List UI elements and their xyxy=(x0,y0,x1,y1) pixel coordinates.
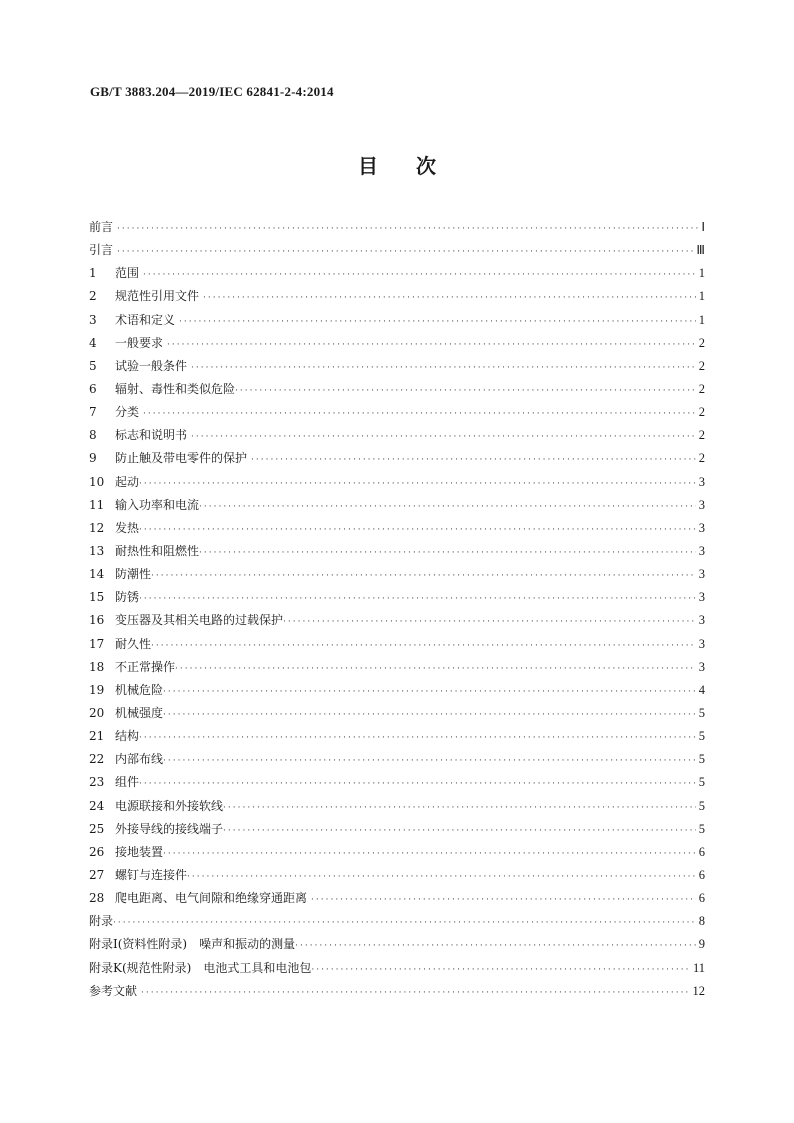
toc-entry-number: 13 xyxy=(89,543,105,558)
toc-entry-number: 4 xyxy=(89,335,97,350)
toc-entry[interactable] xyxy=(89,540,705,563)
dot-leader xyxy=(295,935,696,958)
toc-entry[interactable] xyxy=(89,355,705,378)
toc-entry[interactable] xyxy=(89,725,705,748)
toc-entry-page: 2 xyxy=(698,451,705,466)
toc-entry-label: 耐热性和阻燃性 xyxy=(115,543,200,558)
toc-entry[interactable] xyxy=(89,656,705,679)
toc-entry[interactable] xyxy=(89,378,705,401)
toc-entry[interactable] xyxy=(89,702,705,725)
toc-entry[interactable] xyxy=(89,910,705,933)
toc-entry-page: 2 xyxy=(698,358,705,373)
toc-entry-label: 防潮性 xyxy=(115,567,152,582)
toc-entry[interactable] xyxy=(89,285,705,308)
toc-entry-page: 3 xyxy=(698,567,705,582)
toc-entry-number: 14 xyxy=(89,567,105,582)
toc-entry-number: 9 xyxy=(89,451,97,466)
toc-entry-page: 11 xyxy=(692,960,705,975)
dot-leader xyxy=(151,635,696,658)
toc-entry-page: 2 xyxy=(698,405,705,420)
toc-entry-label: 组件 xyxy=(115,775,140,790)
toc-entry[interactable] xyxy=(89,748,705,771)
toc-entry-number: 6 xyxy=(89,381,97,396)
toc-entry-number: 17 xyxy=(89,636,105,651)
toc-entry-page: Ⅰ xyxy=(701,220,705,234)
dot-leader xyxy=(235,380,696,403)
toc-entry-page: 6 xyxy=(698,867,705,882)
toc-entry-number: 22 xyxy=(89,752,105,767)
dot-leader xyxy=(191,426,696,449)
toc-entry-label: 范围 xyxy=(115,266,140,281)
dot-leader xyxy=(163,681,696,704)
toc-entry[interactable] xyxy=(89,563,705,586)
toc-entry[interactable] xyxy=(89,239,705,262)
toc-entry[interactable] xyxy=(89,609,705,632)
toc-entry-label: 螺钉与连接件 xyxy=(115,867,188,882)
toc-entry-label: 防止触及带电零件的保护 xyxy=(115,451,248,466)
toc-entry[interactable] xyxy=(89,841,705,864)
dot-leader xyxy=(199,542,696,565)
toc-entry[interactable] xyxy=(89,795,705,818)
toc-entry-number: 8 xyxy=(89,428,97,443)
dot-leader xyxy=(311,889,696,912)
dot-leader xyxy=(179,311,696,334)
toc-entry[interactable] xyxy=(89,980,705,1003)
toc-entry[interactable] xyxy=(89,471,705,494)
toc-entry-number: 2 xyxy=(89,289,97,304)
toc-entry-label: 一般要求 xyxy=(115,335,164,350)
toc-entry-number: 10 xyxy=(89,474,105,489)
toc-entry[interactable] xyxy=(89,864,705,887)
toc-entry-label: 输入功率和电流 xyxy=(115,497,200,512)
toc-entry-number: 18 xyxy=(89,659,105,674)
toc-entry-page: 3 xyxy=(698,636,705,651)
dot-leader xyxy=(283,611,696,634)
toc-entry-label: 不正常操作 xyxy=(115,659,176,674)
toc-entry-label: 起动 xyxy=(115,474,140,489)
toc-entry-page: 5 xyxy=(698,705,705,720)
dot-leader xyxy=(151,565,696,588)
toc-entry-number: 25 xyxy=(89,821,105,836)
dot-leader xyxy=(175,658,696,681)
toc-entry-number: 19 xyxy=(89,682,105,697)
toc-entry-page: 3 xyxy=(698,520,705,535)
toc-entry-number: 7 xyxy=(89,405,97,420)
dot-leader xyxy=(139,519,696,542)
toc-entry-label: 试验一般条件 xyxy=(115,358,188,373)
toc-entry-label: 前言 xyxy=(89,220,114,234)
toc-entry-page: 3 xyxy=(698,474,705,489)
toc-entry-page: 1 xyxy=(698,266,705,281)
toc-entry-label: 外接导线的接线端子 xyxy=(115,821,224,836)
toc-entry-label: 变压器及其相关电路的过载保护 xyxy=(115,613,284,628)
toc-entry-label: 分类 xyxy=(115,405,140,420)
toc-entry-label: 爬电距离、电气间隙和绝缘穿通距离 xyxy=(115,891,308,906)
toc-entry-number: 28 xyxy=(89,891,105,906)
toc-entry-page: 3 xyxy=(698,659,705,674)
toc-entry-page: 3 xyxy=(698,543,705,558)
toc-entry-label: 机械强度 xyxy=(115,705,164,720)
dot-leader xyxy=(139,773,696,796)
toc-entry[interactable] xyxy=(89,262,705,285)
toc-entry-number: 20 xyxy=(89,705,105,720)
toc-entry-page: 2 xyxy=(698,335,705,350)
toc-entry-number: 26 xyxy=(89,844,105,859)
toc-entry-page: 8 xyxy=(698,914,705,929)
toc-entry[interactable] xyxy=(89,818,705,841)
toc-entry[interactable] xyxy=(89,633,705,656)
toc-entry-page: 3 xyxy=(698,613,705,628)
toc-entry-label: 辐射、毒性和类似危险 xyxy=(115,381,236,396)
toc-entry-label: 内部布线 xyxy=(115,752,164,767)
toc-entry-label: 电源联接和外接软线 xyxy=(115,798,224,813)
toc-entry[interactable] xyxy=(89,309,705,332)
toc-entry-number: 15 xyxy=(89,590,105,605)
dot-leader xyxy=(203,287,696,310)
toc-entry-page: 12 xyxy=(692,983,705,998)
toc-entry[interactable] xyxy=(89,216,705,239)
dot-leader xyxy=(223,820,696,843)
dot-leader xyxy=(251,449,696,472)
dot-leader xyxy=(117,218,698,241)
toc-entry-label: 附录K(规范性附录) 电池式工具和电池包 xyxy=(89,960,312,975)
toc-entry-page: 4 xyxy=(698,682,705,697)
dot-leader xyxy=(163,843,696,866)
toc-entry-label: 引言 xyxy=(89,243,114,258)
dot-leader xyxy=(223,797,696,820)
dot-leader xyxy=(191,357,696,380)
toc-entry-number: 23 xyxy=(89,775,105,790)
dot-leader xyxy=(199,496,696,519)
dot-leader xyxy=(143,403,696,426)
toc-entry-number: 24 xyxy=(89,798,105,813)
toc-entry-page: 3 xyxy=(698,590,705,605)
toc-entry[interactable] xyxy=(89,494,705,517)
toc-entry-page: 2 xyxy=(698,428,705,443)
toc-entry-number: 16 xyxy=(89,613,105,628)
toc-entry-page: 5 xyxy=(698,729,705,744)
toc-entry[interactable] xyxy=(89,887,705,910)
toc-entry-label: 接地装置 xyxy=(115,844,164,859)
toc-entry-page: 3 xyxy=(698,497,705,512)
toc-entry-label: 防锈 xyxy=(115,590,140,605)
toc-entry[interactable] xyxy=(89,517,705,540)
toc-entry-label: 耐久性 xyxy=(115,636,152,651)
toc-entry[interactable] xyxy=(89,771,705,794)
dot-leader xyxy=(311,959,690,982)
page-title: 目次 xyxy=(358,154,474,178)
dot-leader xyxy=(163,704,696,727)
toc-entry-page: 6 xyxy=(698,891,705,906)
toc-entry[interactable] xyxy=(89,586,705,609)
dot-leader xyxy=(143,264,696,287)
toc-entry[interactable] xyxy=(89,401,705,424)
toc-entry-page: 5 xyxy=(698,798,705,813)
toc-entry-label: 标志和说明书 xyxy=(115,428,188,443)
toc-entry-page: 2 xyxy=(698,381,705,396)
toc-entry-page: 1 xyxy=(698,312,705,327)
toc-entry-page: 5 xyxy=(698,821,705,836)
toc-entry-page: 6 xyxy=(698,844,705,859)
dot-leader xyxy=(187,866,696,889)
toc-entry[interactable] xyxy=(89,957,705,980)
toc-entry-label: 规范性引用文件 xyxy=(115,289,200,304)
dot-leader xyxy=(139,727,696,750)
toc-entry[interactable] xyxy=(89,332,705,355)
dot-leader xyxy=(141,982,689,1005)
toc-entry-label: 机械危险 xyxy=(115,682,164,697)
toc-entry-number: 27 xyxy=(89,867,105,882)
toc-entry-number: 12 xyxy=(89,520,105,535)
dot-leader xyxy=(117,241,693,264)
dot-leader xyxy=(139,473,696,496)
table-of-contents xyxy=(89,216,705,1003)
toc-entry-label: 参考文献 xyxy=(89,983,138,998)
toc-entry-page: 1 xyxy=(698,289,705,304)
toc-entry[interactable] xyxy=(89,424,705,447)
dot-leader xyxy=(163,750,696,773)
toc-entry[interactable] xyxy=(89,447,705,470)
dot-leader xyxy=(139,588,696,611)
toc-entry-number: 3 xyxy=(89,312,97,327)
toc-entry-number: 5 xyxy=(89,358,97,373)
document-header: GB/T 3883.204—2019/IEC 62841-2-4:2014 xyxy=(90,84,334,99)
toc-entry[interactable] xyxy=(89,933,705,956)
toc-entry-label: 附录 xyxy=(89,914,114,929)
toc-entry-page: 5 xyxy=(698,752,705,767)
dot-leader xyxy=(167,334,696,357)
toc-entry-label: 术语和定义 xyxy=(115,312,176,327)
toc-entry-number: 21 xyxy=(89,729,105,744)
toc-entry-number: 11 xyxy=(89,497,105,512)
toc-entry-page: 5 xyxy=(698,775,705,790)
toc-entry-page: Ⅲ xyxy=(696,243,705,258)
toc-entry[interactable] xyxy=(89,679,705,702)
toc-entry-label: 发热 xyxy=(115,520,140,535)
toc-entry-number: 1 xyxy=(89,266,97,281)
toc-entry-label: 附录Ⅰ(资料性附录) 噪声和振动的测量 xyxy=(89,937,296,952)
toc-entry-label: 结构 xyxy=(115,729,140,744)
toc-entry-page: 9 xyxy=(698,937,705,952)
dot-leader xyxy=(113,912,696,935)
